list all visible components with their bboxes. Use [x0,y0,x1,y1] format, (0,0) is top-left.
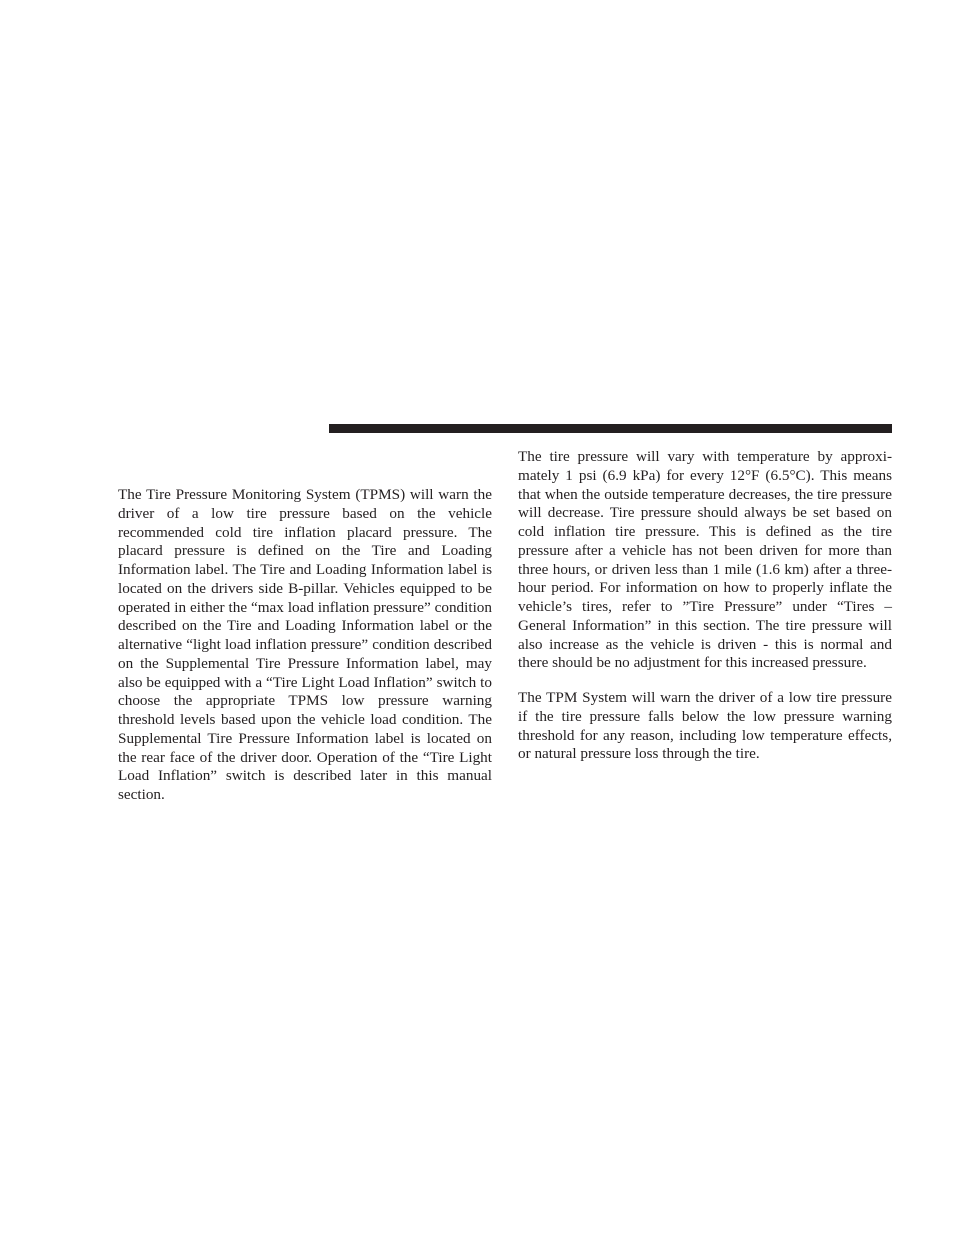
tpm-warning-paragraph: The TPM System will warn the driver of a low tire pressure if the tire pressure falls below the low pressure warning threshold for any reason, including low temperature effects, or natural pressure loss through the tire. [518,689,892,763]
right-text-column [518,448,892,764]
left-text-column [118,486,492,805]
temperature-pressure-paragraph: The tire pressure will vary with temperature by approximately 1 psi (6.9 kPa) for every 12°F (6.5°C). This means that when the outside temperature decreases, the tire pressure will decrease. Tire pressure should always be set based on cold inflation tire pressure. This is defined as the tire pressure after a vehicle has not been driven for more than three hours, or driven less than 1 mile (1.6 km) after a three-hour period. For information on how to properly inflate the vehicle’s tires, refer to ”Tire Pressure” under “Tires – General Information” in this section. The tire pressure will also increase as the vehicle is driven - this is normal and there should be no adjustment for this increased pressure. [518,448,892,672]
tpms-intro-paragraph: The Tire Pressure Monitoring System (TPMS) will warn the driver of a low tire pressure based on the vehicle recommended cold tire inflation placard pressure. The placard pressure is defined on the Tire and Loading Information label. The Tire and Loading Information label is located on the drivers side B-pillar. Vehicles equipped to be operated in either the “max load inflation pressure” condition described on the Tire and Loading Information label or the alternative “light load inflation pressure” condition described on the Supplemental Tire Pressure Information label, may also be equipped with a “Tire Light Load Inflation” switch to choose the appropriate TPMS low pressure warning threshold levels based upon the vehicle load condition. The Supplemental Tire Pressure Information label is located on the rear face of the driver door. Operation of the “Tire Light Load Inflation” switch is described later in this manual section. [118,486,492,803]
section-divider-bar [329,424,892,433]
